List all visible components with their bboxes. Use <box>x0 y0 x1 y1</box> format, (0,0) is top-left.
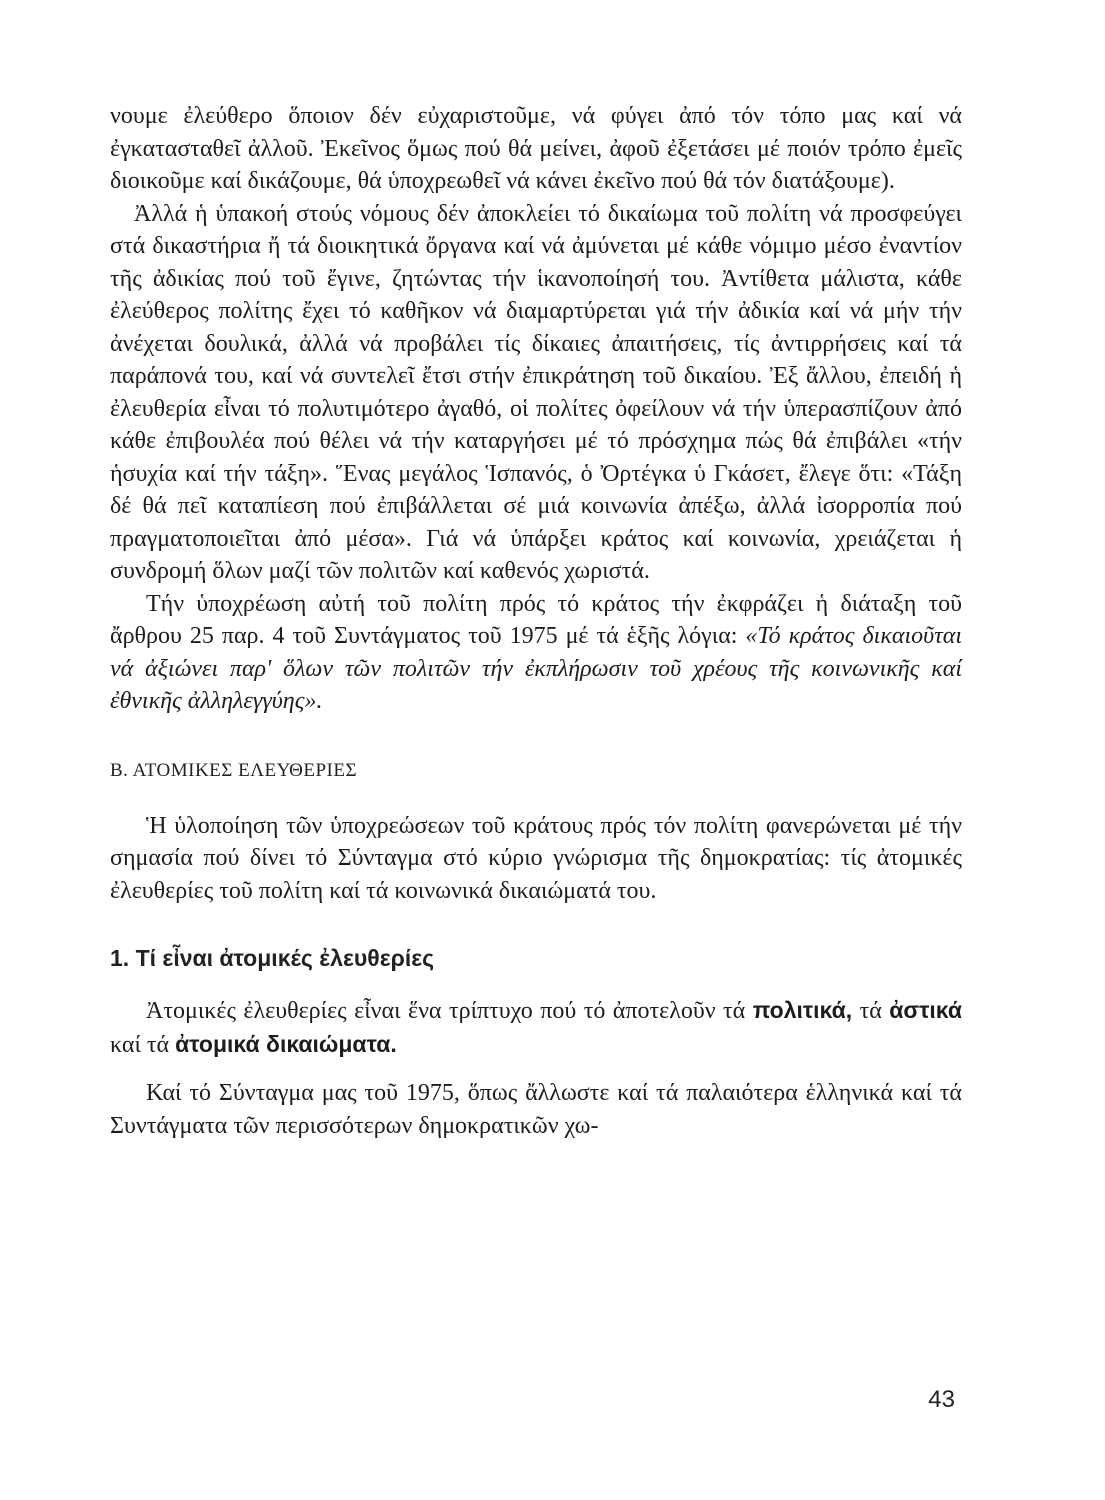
paragraph-1: νουμε ἐλεύθερο ὅποιον δέν εὐχαριστοῦμε, νά φύγει ἀπό τόν τόπο μας καί νά ἐγκατασταθεῖ ἀλλοῦ. Ἐκεῖνος ὅμως πού θά μείνει, ἀφοῦ ἐξετάσει μέ ποιόν τρόπο ἐμεῖς διοικοῦμε καί δικάζουμε, θά ὑποχρεωθεῖ νά κάνει ἐκεῖνο πού θά τόν διατάξουμε). <box>110 103 962 194</box>
paragraph-6: Καί τό Σύνταγμα μας τοῦ 1975, ὅπως ἄλλωστε καί τά παλαιότερα ἑλληνικά καί τά Συντάγματα τῶν περισσότερων δημοκρατικῶν χω- <box>110 1080 962 1139</box>
bold-political: πολιτικά, <box>752 997 853 1023</box>
section-heading-b: Β. ΑΤΟΜΙΚΕΣ ΕΛΕΥΘΕΡΙΕΣ <box>110 759 358 781</box>
paragraph-4: Ἡ ὑλοποίηση τῶν ὑποχρεώσεων τοῦ κράτους πρός τόν πολίτη φανερώνεται μέ τήν σημασία πού δίνει τό Σύνταγμα στό κύριο γνώρισμα τῆς δημοκρατίας: τίς ἀτομικές ἐλευθερίες τοῦ πολίτη καί τά κοινωνικά δικαιώματά του. <box>110 812 962 904</box>
paragraph-3-text: Τήν ὑποχρέωση αὐτή τοῦ πολίτη πρός τό κράτος τήν ἐκφράζει ἡ διάταξη τοῦ ἄρθρου 25 παρ. 4 τοῦ Συντάγματος τοῦ 1975 μέ τά ἑξῆς λόγια: <box>110 590 962 649</box>
paragraph-5 <box>110 994 962 1061</box>
bold-individual-rights: ἀτομικά δικαιώματα. <box>175 1030 397 1057</box>
page-number: 43 <box>928 1386 955 1413</box>
subsection-heading-1: 1. Τί εἶναι ἀτομικές ἐλευθερίες <box>110 945 435 971</box>
paragraph-2: Ἀλλά ἡ ὑπακοή στούς νόμους δέν ἀποκλείει τό δικαίωμα τοῦ πολίτη νά προσφεύγει στά δικαστήρια ἤ τά διοικητικά ὄργανα καί νά ἀμύνεται μέ κάθε νόμιμο μέσο ἐναντίον τῆς ἀδικίας πού τοῦ ἔγινε, ζητώντας τήν ἱκανοποίησή του. Ἀντίθετα μάλιστα, κάθε ἐλεύθερος πολίτης ἔχει τό καθῆκον νά διαμαρτύρεται γιά τήν ἀδικία καί νά μήν τήν ἀνέχεται δουλικά, ἀλλά νά προβάλει τίς δίκαιες ἀπαιτήσεις, τίς ἀντιρρήσεις καί τά παράπονά του, καί νά συντελεῖ ἔτσι στήν ἐπικράτηση τοῦ δικαίου. Ἐξ ἄλλου, ἐπειδή ἡ ἐλευθερία εἶναι τό πολυτιμότερο ἀγαθό, οἱ πολίτες ὀφείλουν νά τήν ὑπερασπίζουν ἀπό κάθε ἐπιβουλέα πού θέλει νά τήν καταργήσει μέ τό πρόσχημα πώς θά ἐπιβάλει «τήν ἡσυχία καί τήν τάξη». Ἕνας μεγάλος Ἱσπανός, ὁ Ὀρτέγκα ὑ Γκάσετ, ἔλεγε ὅτι: «Τάξη δέ θά πεῖ καταπίεση πού ἐπιβάλλεται σέ μιά κοινωνία ἀπέξω, ἀλλά ἰσορροπία πού πραγματοποιεῖται ἀπό μέσα». Γιά νά ὑπάρξει κράτος καί κοινωνία, χρειάζεται ἡ συνδρομή ὅλων μαζί τῶν πολιτῶν καί καθενός χωριστά. <box>110 200 962 584</box>
paragraph-5-connector-1: τά <box>852 998 890 1024</box>
page-body <box>110 100 962 1142</box>
constitution-quote: «Τό κράτος δικαιοῦται νά ἀξιώνει παρ' ὅλων τῶν πολιτῶν τήν ἐκπλήρωσιν τοῦ χρέους τῆς κοινωνικῆς καί ἐθνικῆς ἀλληλεγγύης». <box>110 623 962 714</box>
paragraph-5-connector-2: καί τά <box>110 1031 176 1058</box>
bold-civil: ἀστικά <box>889 997 962 1023</box>
paragraph-5-text: Ἀτομικές ἐλευθερίες εἶναι ἕνα τρίπτυχο πού τό ἀποτελοῦν τά <box>146 998 753 1024</box>
paragraph-3 <box>110 588 962 718</box>
